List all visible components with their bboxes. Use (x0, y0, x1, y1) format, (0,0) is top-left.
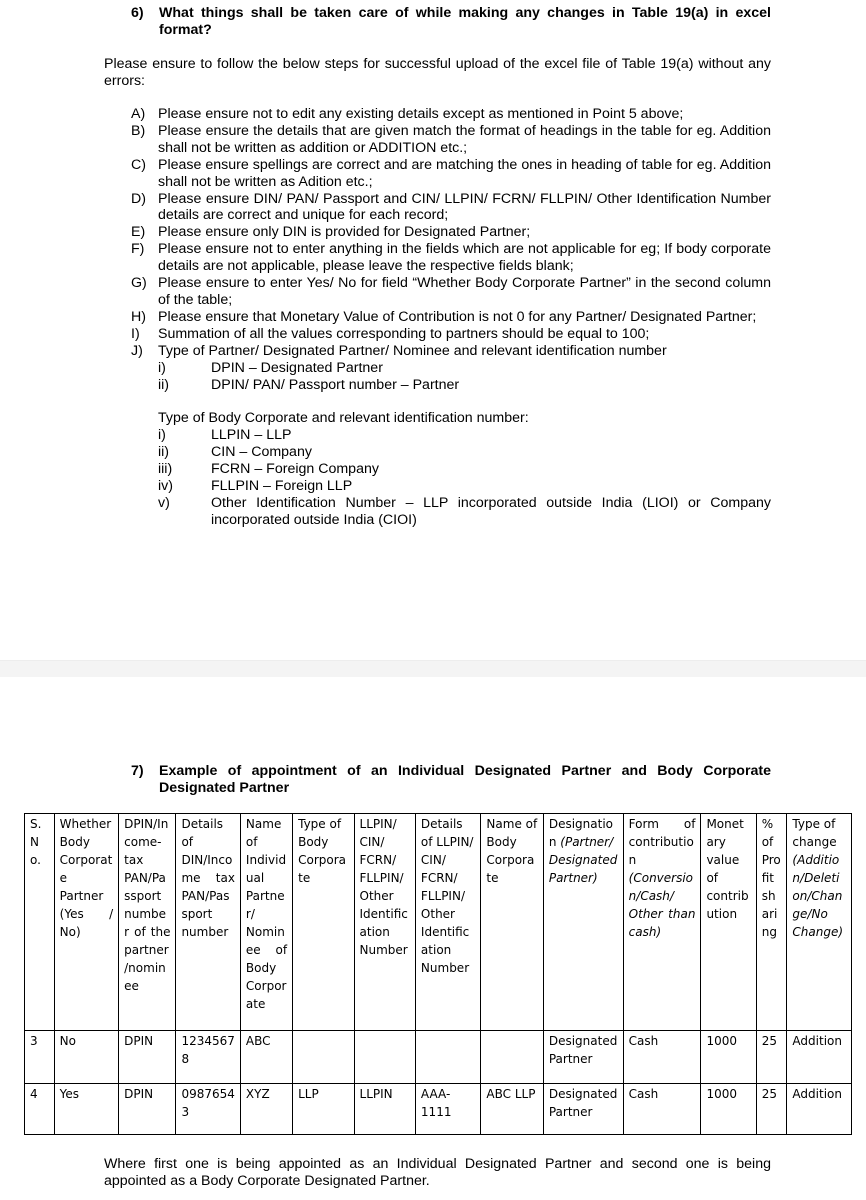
header-type-of-change: Type of change (Addition/Deletion/Change/No Change) (787, 814, 852, 1031)
list-item (131, 275, 771, 309)
table-cell: Addition (787, 1084, 852, 1135)
table-cell: 1000 (701, 1084, 756, 1135)
sub-list-text: Other Identification Number – LLP incorporated outside India (LIOI) or Company incorporated outside India (CIOI) (211, 494, 771, 528)
list-item (131, 157, 771, 191)
list-item (131, 326, 771, 343)
table-cell: 4 (25, 1084, 55, 1135)
section-7-title: Example of appointment of an Individual Designated Partner and Body Corporate Designated Partner (159, 763, 771, 796)
table-cell: No (54, 1031, 118, 1084)
sub-list-item (158, 478, 771, 495)
list-marker: I) (131, 325, 140, 342)
partner-type-list (158, 360, 771, 394)
header-name-of-individual: Name of Individual Partner/ Nominee of Body Corporate (240, 814, 292, 1031)
section-6-heading (131, 5, 771, 39)
list-item-text: Please ensure only DIN is provided for Designated Partner; (158, 224, 531, 241)
section-6-intro: Please ensure to follow the below steps for successful upload of the excel file of Table 19(a) without any errors: (104, 56, 771, 89)
sub-list-item (158, 461, 771, 478)
table-cell: 09876543 (176, 1084, 240, 1135)
sub-list-text: CIN – Company (211, 444, 312, 461)
table-cell (354, 1031, 415, 1084)
header-details-of-llpin: Details of LLPIN/ CIN/ FCRN/ FLLPIN/ Other Identification Number (415, 814, 481, 1031)
list-item-text: Please ensure that Monetary Value of Contribution is not 0 for any Partner/ Designated Partner; (158, 308, 757, 325)
sub-list-marker: v) (158, 494, 170, 511)
sub-list-marker: iv) (158, 478, 173, 495)
table-cell: 1000 (701, 1031, 756, 1084)
sub-list-marker: ii) (158, 444, 170, 461)
sub-list-item (158, 495, 771, 529)
list-item (131, 191, 771, 225)
sub-list-item (158, 444, 771, 461)
sub-list-marker: iii) (158, 461, 173, 478)
list-item-text: Please ensure not to edit any existing details except as mentioned in Point 5 above; (158, 106, 684, 122)
sub-list-text: LLPIN – LLP (211, 427, 292, 444)
sub-list-marker: i) (158, 359, 166, 376)
table-cell: 3 (25, 1031, 55, 1084)
header-type-of-body-corporate: Type of Body Corporate (293, 814, 354, 1031)
sub-list-item (158, 377, 771, 394)
section-7-footer: Where first one is being appointed as an Individual Designated Partner and second one is being appointed as a Body Corporate Designated Partner. (104, 1156, 771, 1189)
table-row (25, 1031, 852, 1084)
list-marker: F) (131, 241, 145, 258)
table-cell: 25 (756, 1031, 787, 1084)
list-marker: G) (131, 275, 147, 292)
header-dpin-pan-passport: DPIN/Income-tax PAN/Passport number of the partner/nominee (119, 814, 176, 1031)
table-cell: DPIN (119, 1084, 176, 1135)
list-item-text: Type of Partner/ Designated Partner/ Nominee and relevant identification number (158, 342, 667, 359)
table-cell: Designated Partner (543, 1084, 623, 1135)
table-cell (293, 1031, 354, 1084)
list-marker: C) (131, 156, 146, 173)
instruction-list (131, 106, 771, 529)
sub-list-item (158, 427, 771, 444)
header-llpin-cin-fcrn: LLPIN/ CIN/ FCRN/ FLLPIN/ Other Identification Number (354, 814, 415, 1031)
sub-list-text: FCRN – Foreign Company (211, 461, 379, 478)
sub-list-marker: ii) (158, 376, 170, 393)
table-cell (415, 1031, 481, 1084)
table-row (25, 1084, 852, 1135)
table-cell: ABC (240, 1031, 292, 1084)
sub-list-item (158, 360, 771, 377)
table-header-row (25, 814, 852, 1031)
table-cell: Yes (54, 1084, 118, 1135)
header-profit-sharing: % of Profit sharing (756, 814, 787, 1031)
list-item (131, 224, 771, 241)
table-cell: 25 (756, 1084, 787, 1135)
body-corporate-intro: Type of Body Corporate and relevant identification number: (158, 410, 529, 427)
list-item-text: Summation of all the values corresponding to partners should be equal to 100; (158, 325, 650, 342)
table-cell: Designated Partner (543, 1031, 623, 1084)
list-item-text: Please ensure to enter Yes/ No for field “Whether Body Corporate Partner” in the second column of the table; (158, 275, 771, 308)
table-cell: 12345678 (176, 1031, 240, 1084)
section-7-number: 7) (131, 763, 144, 779)
header-s-no: S. N o. (25, 814, 55, 1031)
header-form-of-contribution: Form of contribution (Conversion/Cash/ Other than cash) (623, 814, 701, 1031)
list-item (131, 309, 771, 326)
list-marker: J) (131, 342, 143, 359)
body-corporate-type-list (158, 427, 771, 528)
list-marker: B) (131, 122, 146, 139)
section-6-title: What things shall be taken care of while making any changes in Table 19(a) in excel format? (159, 5, 771, 38)
sub-list-text: DPIN/ PAN/ Passport number – Partner (211, 376, 460, 393)
list-marker: H) (131, 308, 146, 325)
table-cell: Addition (787, 1031, 852, 1084)
table-cell: DPIN (119, 1031, 176, 1084)
section-6-number: 6) (131, 5, 144, 21)
list-item (131, 343, 771, 529)
header-whether-body-corporate: Whether Body Corporate Partner (Yes / No) (54, 814, 118, 1031)
header-designation: Designation (Partner/ Designated Partner) (543, 814, 623, 1031)
table-cell (481, 1031, 543, 1084)
list-marker: D) (131, 190, 146, 207)
table-cell: Cash (623, 1084, 701, 1135)
list-item (131, 106, 771, 123)
page-break (0, 660, 866, 678)
table-cell: AAA-1111 (415, 1084, 481, 1135)
partner-example-table (24, 813, 852, 1135)
table-cell: Cash (623, 1031, 701, 1084)
list-item-text: Please ensure not to enter anything in the fields which are not applicable for eg; If body corporate details are not applicable, please leave the respective fields blank; (158, 241, 771, 275)
list-marker: A) (131, 106, 146, 122)
header-details-of-din: Details of DIN/Income tax PAN/Passport number (176, 814, 240, 1031)
sub-list-text: FLLPIN – Foreign LLP (211, 478, 353, 495)
list-marker: E) (131, 224, 146, 241)
header-monetary-value: Monetary value of contribution (701, 814, 756, 1031)
section-7-heading (131, 763, 771, 797)
header-name-of-body-corporate: Name of Body Corporate (481, 814, 543, 1031)
list-item-text: Please ensure the details that are given match the format of headings in the table for eg. Addition shall not be written as addition or ADDITION etc.; (158, 122, 771, 156)
list-item (131, 123, 771, 157)
list-item-text: Please ensure DIN/ PAN/ Passport and CIN/ LLPIN/ FCRN/ FLLPIN/ Other Identification Number details are correct and unique for each record; (158, 190, 771, 224)
list-item-text: Please ensure spellings are correct and are matching the ones in heading of table for eg. Addition shall not be written as Adition etc.; (158, 156, 771, 190)
sub-list-text: DPIN – Designated Partner (211, 359, 383, 376)
table-cell: ABC LLP (481, 1084, 543, 1135)
list-item (131, 241, 771, 275)
table-cell: LLPIN (354, 1084, 415, 1135)
table-cell: XYZ (240, 1084, 292, 1135)
sub-list-marker: i) (158, 427, 166, 444)
table-cell: LLP (293, 1084, 354, 1135)
